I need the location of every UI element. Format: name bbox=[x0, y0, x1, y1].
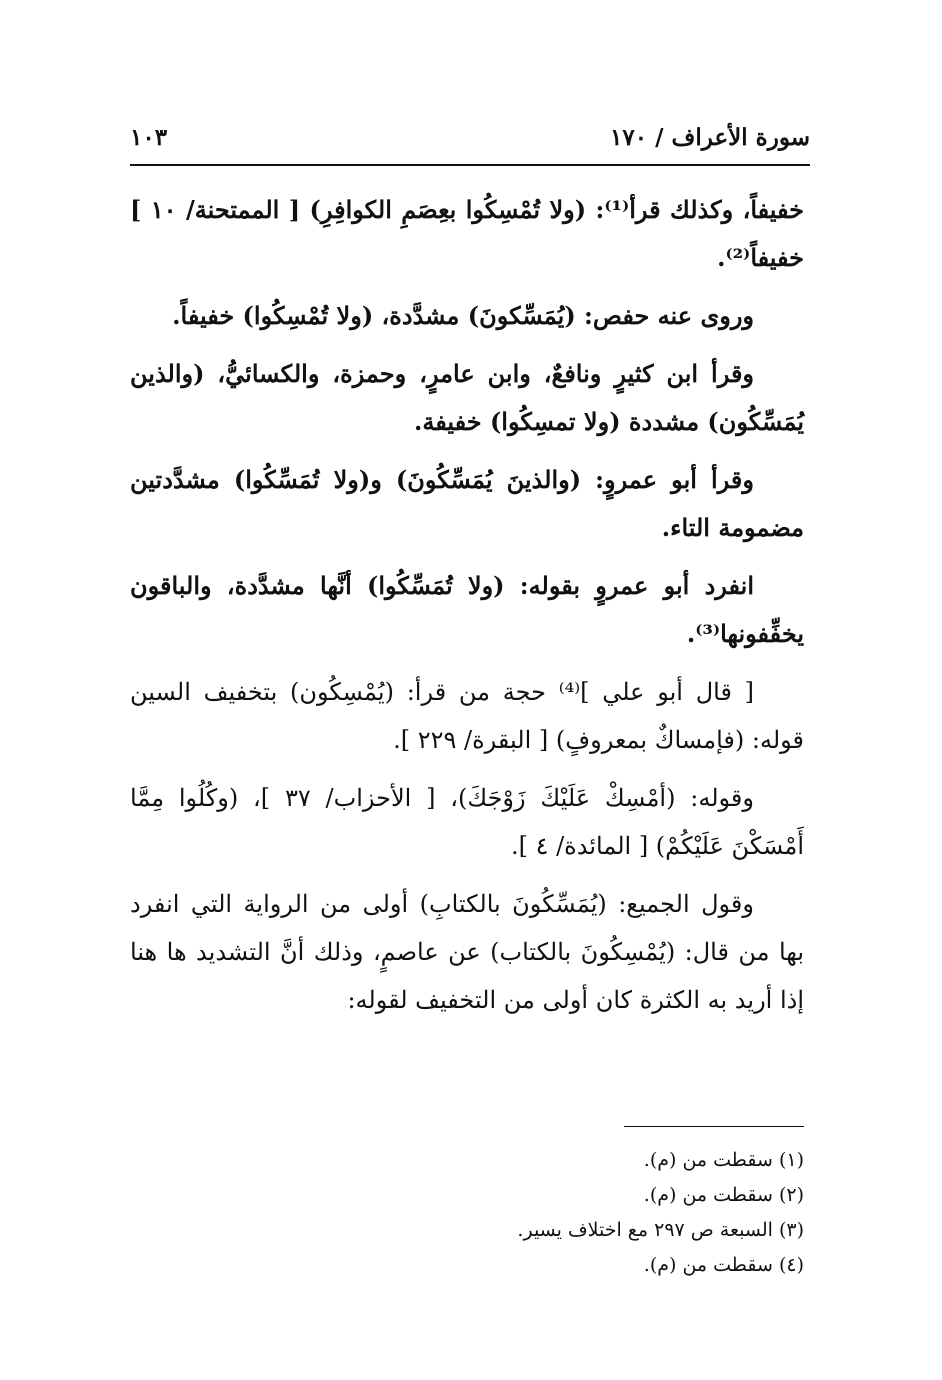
page-header bbox=[130, 118, 810, 166]
paragraph-1: خفيفاً، وكذلك قرأ⁽¹⁾: (ولا تُمْسِكُوا بعِصَمِ الكوافِرِ) [ الممتحنة/ ١٠ ] خفيفاً⁽²⁾. bbox=[130, 195, 805, 272]
paragraph-2: وروى عنه حفص: (يُمَسِّكونَ) مشدَّدة، (ولا تُمْسِكُوا) خفيفاً. bbox=[172, 301, 754, 330]
paragraph-5: انفرد أبو عمروٍ بقوله: (ولا تُمَسِّكُوا) أنَّها مشدَّدة، والباقون يخفِّفونها⁽³⁾. bbox=[130, 571, 804, 648]
footnote-4: (٤) سقطت من (م). bbox=[643, 1254, 804, 1276]
main-text bbox=[130, 186, 804, 1034]
footnotes bbox=[130, 1126, 804, 1283]
paragraph-7: وقوله: (أمْسِكْ عَلَيْكَ زَوْجَكَ)، [ الأحزاب/ ٣٧ ]، (وكُلُوا مِمَّا أَمْسَكْنَ عَلَيْكُمْ) [ المائدة/ ٤ ]. bbox=[130, 784, 804, 860]
footnote-2: (٢) سقطت من (م). bbox=[643, 1184, 804, 1206]
paragraph-6: [ قال أبو علي ]⁽⁴⁾ حجة من قرأ: (يُمْسِكُون) بتخفيف السين قوله: (فإمساكٌ بمعروفٍ) [ البقرة/ ٢٢٩ ]. bbox=[130, 678, 804, 754]
paragraph-8: وقول الجميع: (يُمَسِّكُونَ بالكتابِ) أولى من الرواية التي انفرد بها من قال: (يُمْسِكُونَ بالكتاب) عن عاصمٍ، وذلك أنَّ التشديد ها هنا إذا أريد به الكثرة كان أولى من التخفيف لقوله: bbox=[130, 890, 804, 1014]
footnote-rule bbox=[624, 1126, 804, 1127]
paragraph-3: وقرأ ابن كثيرٍ ونافعٌ، وابن عامرٍ، وحمزة، والكسائيُّ، (والذين يُمَسِّكُون) مشددة (ولا تمسِكُوا) خفيفة. bbox=[130, 359, 804, 436]
footnote-1: (١) سقطت من (م). bbox=[643, 1149, 804, 1171]
footnote-3: (٣) السبعة ص ٢٩٧ مع اختلاف يسير. bbox=[517, 1219, 804, 1241]
page-number: ١٠٣ bbox=[130, 124, 168, 151]
paragraph-4: وقرأ أبو عمروٍ: (والذينَ يُمَسِّكُونَ) و(ولا تُمَسِّكُوا) مشدَّدتين مضمومة التاء. bbox=[130, 465, 804, 542]
surah-title: سورة الأعراف / ١٧٠ bbox=[610, 124, 810, 151]
header-rule bbox=[130, 164, 810, 166]
